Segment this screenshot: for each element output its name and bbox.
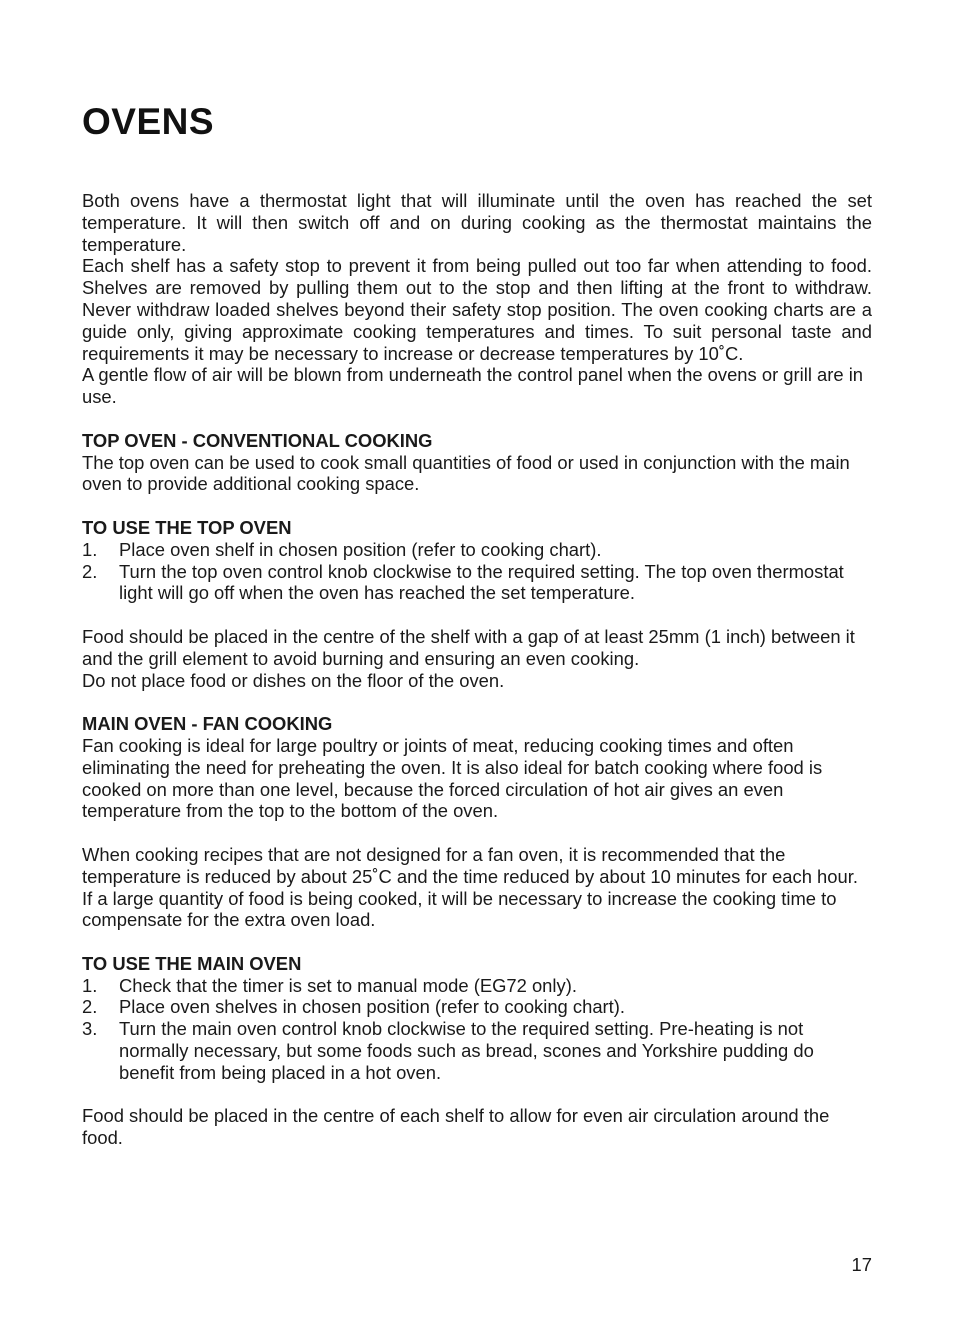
page-title: OVENS — [82, 101, 215, 142]
use-main-oven-heading: TO USE THE MAIN OVEN — [82, 952, 302, 974]
step-number: 1. — [82, 538, 98, 560]
step-number: 1. — [82, 974, 98, 996]
list-item — [82, 1018, 872, 1083]
main-oven-text-1: Fan cooking is ideal for large poultry or joints of meat, reducing cooking times and often eliminating the need for preheating the oven. It is also ideal for batch cooking where food is cooked on more than one level, because the forced circulation of hot air gives an even temperature from the top to the bottom of the oven. — [82, 734, 823, 822]
top-oven-note-2: Do not place food or dishes on the floor of the oven. — [82, 669, 505, 691]
body-text — [82, 190, 872, 1149]
intro-paragraph-2: Each shelf has a safety stop to prevent it from being pulled out too far when attending to food. Shelves are removed by pulling them out to the stop and then lifting at the front to withdraw. Never withdraw loaded shelves beyond their safety stop position. The oven cooking charts are a guide only, giving approximate cooking temperatures and times. To suit personal taste and requirements it may be necessary to increase or decrease temperatures by 10˚C. — [82, 255, 872, 364]
top-oven-text: The top oven can be used to cook small quantities of food or used in conjunction with the main oven to provide additional cooking space. — [82, 451, 850, 495]
top-oven-note-1: Food should be placed in the centre of the shelf with a gap of at least 25mm (1 inch) between it and the grill element to avoid burning and ensuring an even cooking. — [82, 625, 855, 669]
list-item — [82, 996, 872, 1018]
list-item — [82, 561, 872, 605]
step-text: Place oven shelf in chosen position (refer to cooking chart). — [119, 538, 602, 560]
top-oven-steps — [82, 539, 872, 604]
step-number: 3. — [82, 1018, 98, 1040]
step-text: Check that the timer is set to manual mode (EG72 only). — [119, 974, 577, 996]
top-oven-heading: TOP OVEN - CONVENTIONAL COOKING — [82, 429, 433, 451]
main-oven-note: Food should be placed in the centre of each shelf to allow for even air circulation around the food. — [82, 1105, 830, 1149]
step-number: 2. — [82, 996, 98, 1018]
intro-paragraph-1: Both ovens have a thermostat light that will illuminate until the oven has reached the set temperature. It will then switch off and on during cooking as the thermostat maintains the temperature. — [82, 190, 872, 255]
main-oven-text-2: When cooking recipes that are not designed for a fan oven, it is recommended that the temperature is reduced by about 25˚C and the time reduced by about 10 minutes for each hour. If a large quantity of food is being cooked, it will be necessary to increase the cooking time to compensate for the extra oven load. — [82, 843, 858, 931]
main-oven-heading: MAIN OVEN - FAN COOKING — [82, 713, 333, 735]
list-item — [82, 539, 872, 561]
use-top-oven-heading: TO USE THE TOP OVEN — [82, 516, 292, 538]
step-text: Place oven shelves in chosen position (refer to cooking chart). — [119, 996, 626, 1018]
step-text: Turn the top oven control knob clockwise to the required setting. The top oven thermostat light will go off when the oven has reached the set temperature. — [119, 560, 844, 604]
step-text: Turn the main oven control knob clockwise to the required setting. Pre-heating is not normally necessary, but some foods such as bread, scones and Yorkshire pudding do benefit from being placed in a hot oven. — [119, 1018, 814, 1083]
list-item — [82, 975, 872, 997]
page-number: 17 — [851, 1254, 872, 1275]
step-number: 2. — [82, 560, 98, 582]
main-oven-steps — [82, 975, 872, 1084]
intro-paragraph-3: A gentle flow of air will be blown from underneath the control panel when the ovens or grill are in use. — [82, 364, 864, 408]
